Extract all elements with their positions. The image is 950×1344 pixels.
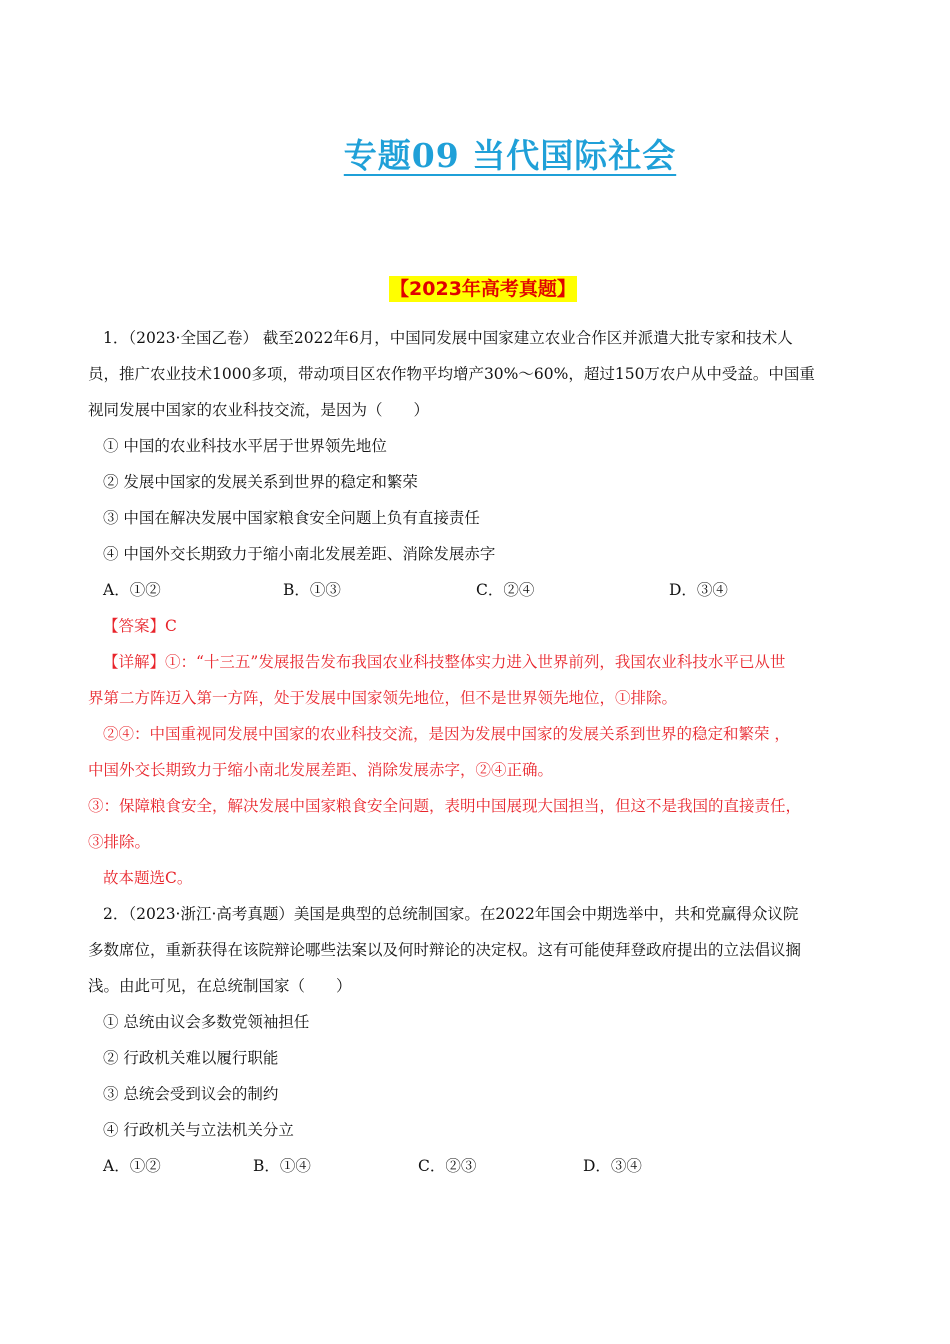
analysis-line: 中国外交长期致力于缩小南北发展差距、消除发展赤字，②④正确。 xyxy=(88,761,554,779)
statement-item: ④ 行政机关与立法机关分立 xyxy=(103,1121,294,1139)
statement-item: ① 总统由议会多数党领袖担任 xyxy=(103,1013,310,1031)
question-stem-line: 浅。由此可见，在总统制国家（ ） xyxy=(88,977,352,995)
question-1 xyxy=(88,320,868,896)
analysis-line: ②④：中国重视同发展中国家的农业科技交流，是因为发展中国家的发展关系到世界的稳定和繁荣 ， xyxy=(103,725,790,743)
question-stem-line: 2．（2023·浙江·高考真题）美国是典型的总统制国家。在2022年国会中期选举中，共和党赢得众议院 xyxy=(103,905,799,923)
analysis-line: 界第二方阵迈入第一方阵，处于发展中国家领先地位，但不是世界领先地位，①排除。 xyxy=(88,689,678,707)
statement-item: ④ 中国外交长期致力于缩小南北发展差距、消除发展赤字 xyxy=(103,545,496,563)
answer-line: 【答案】C xyxy=(103,617,177,635)
answer-options xyxy=(88,572,868,608)
option-a: A．①② xyxy=(103,1157,161,1175)
option-d: D．③④ xyxy=(669,581,728,599)
conclusion-line: 故本题选C。 xyxy=(103,869,193,887)
section-heading-text: 【2023年高考真题】 xyxy=(390,278,576,300)
analysis-line: 【详解】①：“十三五”发展报告发布我国农业科技整体实力进入世界前列，我国农业科技水平已从世 xyxy=(103,653,786,671)
statement-item: ② 行政机关难以履行职能 xyxy=(103,1049,279,1067)
option-d: D．③④ xyxy=(583,1157,642,1175)
question-stem-line: 1．（2023·全国乙卷） 截至2022年6月，中国同发展中国家建立农业合作区并派遣大批专家和技术人 xyxy=(103,329,793,347)
statement-item: ① 中国的农业科技水平居于世界领先地位 xyxy=(103,437,387,455)
statement-item: ② 发展中国家的发展关系到世界的稳定和繁荣 xyxy=(103,473,418,491)
question-2 xyxy=(88,896,868,1184)
statement-item: ③ 中国在解决发展中国家粮食安全问题上负有直接责任 xyxy=(103,509,480,527)
option-b: B．①④ xyxy=(253,1157,311,1175)
question-stem-line: 多数席位，重新获得在该院辩论哪些法案以及何时辩论的决定权。这有可能使拜登政府提出的立法倡议搁 xyxy=(88,941,802,959)
section-heading xyxy=(0,274,950,301)
option-b: B．①③ xyxy=(283,581,341,599)
answer-options xyxy=(88,1148,868,1184)
statement-item: ③ 总统会受到议会的制约 xyxy=(103,1085,279,1103)
analysis-line: ③排除。 xyxy=(88,833,151,851)
document-body xyxy=(88,320,868,1184)
option-c: C．②④ xyxy=(476,581,535,599)
question-stem-line: 视同发展中国家的农业科技交流，是因为（ ） xyxy=(88,401,430,419)
question-stem-line: 员，推广农业技术1000多项，带动项目区农作物平均增产30%～60%，超过150万农户从中受益。中国重 xyxy=(88,365,815,383)
analysis-line: ③：保障粮食安全，解决发展中国家粮食安全问题，表明中国展现大国担当，但这不是我国的直接责任， xyxy=(88,797,802,815)
page-title: 专题09 当代国际社会 xyxy=(343,136,677,175)
option-a: A．①② xyxy=(103,581,161,599)
option-c: C．②③ xyxy=(418,1157,477,1175)
